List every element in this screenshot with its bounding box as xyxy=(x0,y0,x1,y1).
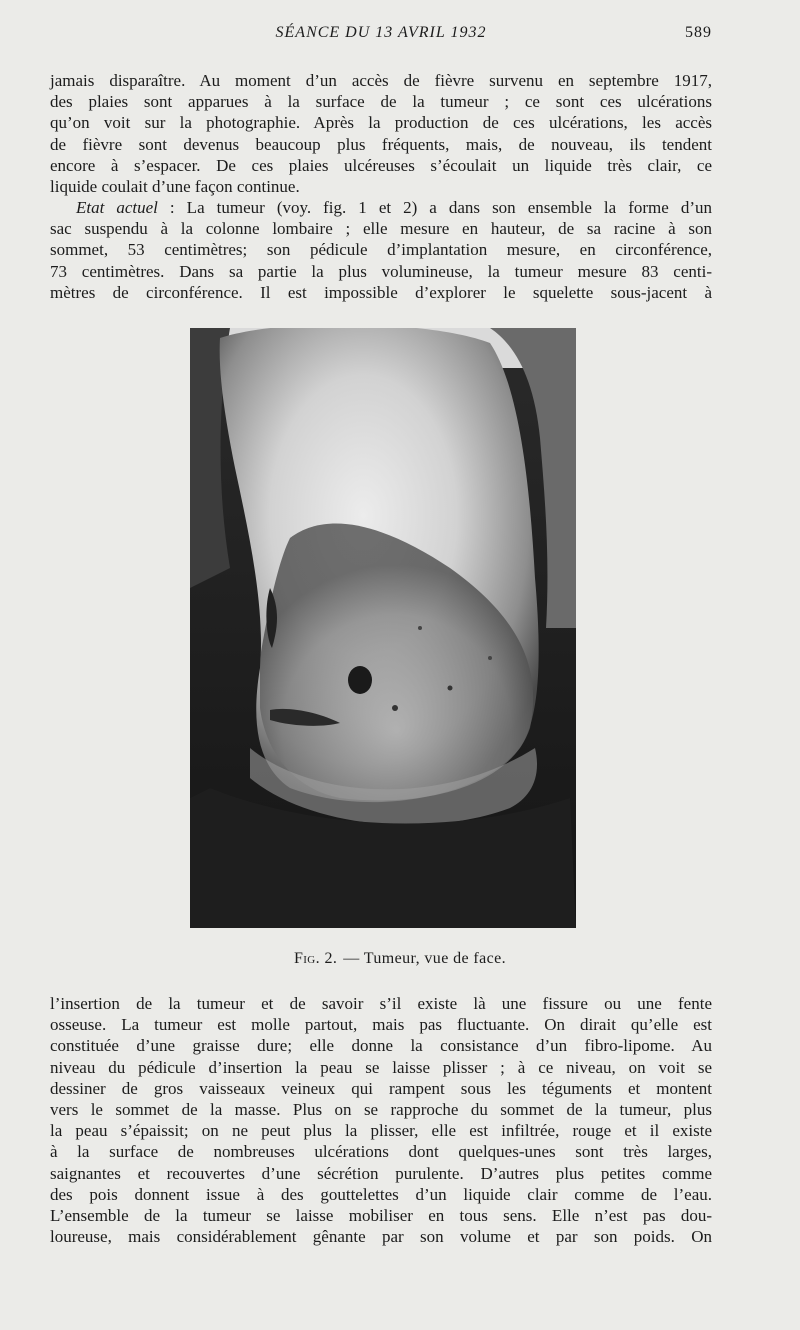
text-line: la peau s’épaissit; on ne peut plus la plisser, elle est infiltrée, rouge et il existe xyxy=(50,1121,712,1141)
text-line: saignantes et recouvertes d’une sécrétion purulente. D’autres plus petites comme xyxy=(50,1163,712,1183)
page-number: 589 xyxy=(685,24,712,41)
text-line: dessiner de gros vaisseaux veineux qui rampent sous les téguments et montent xyxy=(50,1078,712,1098)
text-line: sommet, 53 centimètres; son pédicule d’implantation mesure, en circonférence, xyxy=(50,240,712,260)
text-line: encore à s’espacer. De ces plaies ulcéreuses s’écoulait un liquide très clair, ce xyxy=(50,155,712,175)
tumor-photo-graphic xyxy=(190,328,576,928)
running-head xyxy=(50,24,712,46)
paragraph-1 xyxy=(50,70,712,197)
figure-caption xyxy=(0,950,800,968)
text-line: niveau du pédicule d’insertion la peau se laisse plisser ; à ce niveau, on voit se xyxy=(50,1057,712,1077)
figure-label: Fig. 2. xyxy=(293,950,338,967)
running-title: SÉANCE DU 13 AVRIL 1932 xyxy=(275,24,487,41)
text-line: liquide coulait d’une façon continue. xyxy=(50,176,300,196)
text-line: constituée d’une graisse dure; elle donne la consistance d’un fibro-lipome. Au xyxy=(50,1036,712,1056)
text-line: à la surface de nombreuses ulcérations dont quelques-unes sont très larges, xyxy=(50,1142,712,1162)
text-run: : La tumeur (voy. fig. 1 et 2) a dans son ensemble la forme d’un xyxy=(157,198,713,217)
text-line: qu’on voit sur la photographie. Après la production de ces ulcérations, les accès xyxy=(50,113,712,133)
text-line: mètres de circonférence. Il est impossible d’explorer le squelette sous-jacent à xyxy=(50,282,712,302)
text-line: jamais disparaître. Au moment d’un accès de fièvre survenu en septembre 1917, xyxy=(50,71,712,90)
text-line: osseuse. La tumeur est molle partout, mais pas fluctuante. On dirait qu’elle est xyxy=(50,1015,712,1035)
section-lead: Etat actuel xyxy=(76,198,158,217)
text-line: 73 centimètres. Dans sa partie la plus volumineuse, la tumeur mesure 83 centi- xyxy=(50,261,712,281)
text-line: l’insertion de la tumeur et de savoir s’il existe là une fissure ou une fente xyxy=(50,994,712,1013)
text-line: L’ensemble de la tumeur se laisse mobiliser en tous sens. Elle n’est pas dou- xyxy=(50,1205,712,1225)
paragraph-2 xyxy=(50,197,712,303)
figure-photograph xyxy=(190,328,576,928)
caption-text: — Tumeur, vue de face. xyxy=(343,950,507,967)
text-line: loureuse, mais considérablement gênante par son volume et par son poids. On xyxy=(50,1227,712,1247)
text-line: des plaies sont apparues à la surface de la tumeur ; ce sont ces ulcérations xyxy=(50,92,712,112)
text-line xyxy=(50,197,712,218)
text-line: sac suspendu à la colonne lombaire ; elle mesure en hauteur, de sa racine à son xyxy=(50,219,712,239)
text-line: des pois donnent issue à des gouttelettes d’un liquide clair comme de l’eau. xyxy=(50,1184,712,1204)
text-line: de fièvre sont devenus beaucoup plus fréquents, mais, de nouveau, ils tendent xyxy=(50,134,712,154)
text-line: vers le sommet de la masse. Plus on se rapproche du sommet de la tumeur, plus xyxy=(50,1099,712,1119)
paragraph-3 xyxy=(50,993,712,1247)
